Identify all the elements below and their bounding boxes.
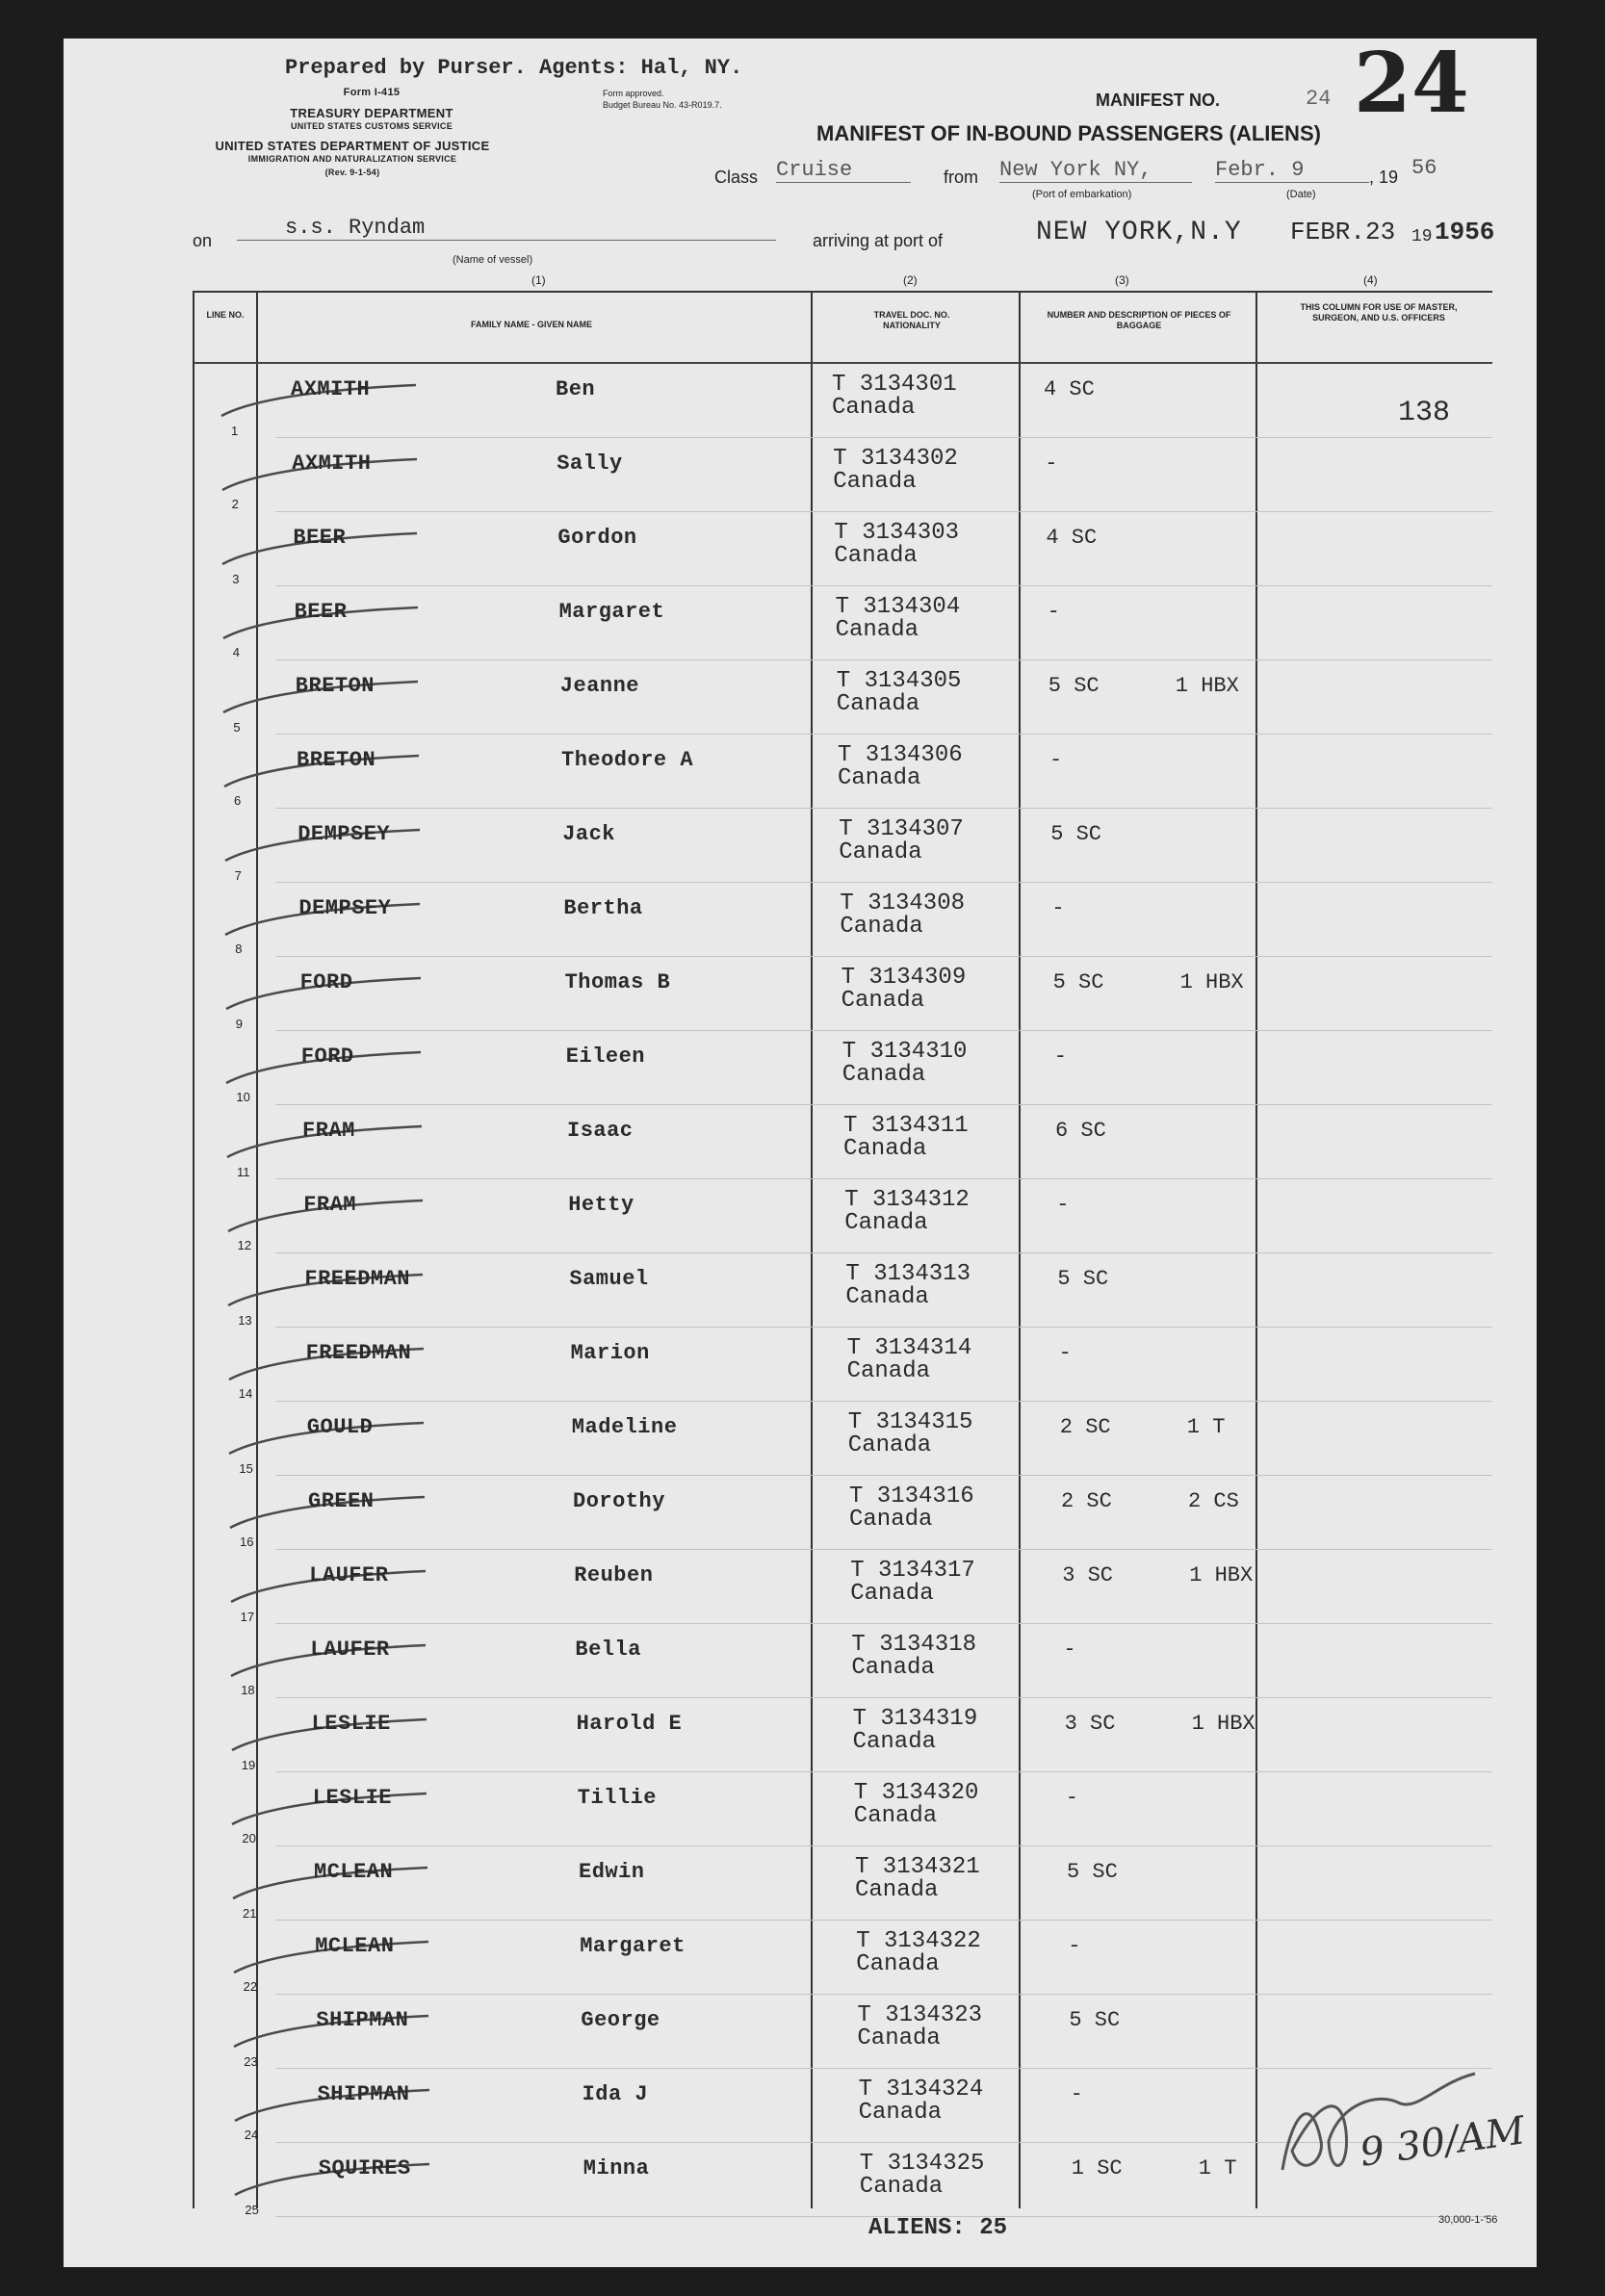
baggage-pieces: 3 SC xyxy=(1064,1712,1116,1736)
arrival-stamp-year: 1956 xyxy=(1435,218,1495,246)
line-number: 7 xyxy=(234,868,242,883)
table-row xyxy=(194,364,1492,438)
given-name: Bertha xyxy=(563,896,643,920)
table-row xyxy=(194,1772,1492,1846)
date-caption: (Date) xyxy=(1286,189,1316,200)
vessel-name: s.s. Ryndam xyxy=(237,216,776,241)
family-name: SHIPMAN xyxy=(317,2082,410,2106)
manifest-number-typed: 24 xyxy=(1306,87,1332,111)
given-name: Jack xyxy=(562,822,615,846)
baggage-extra: 2 CS xyxy=(1188,1489,1239,1513)
header-line-no: LINE NO. xyxy=(206,310,245,320)
baggage-pieces: - xyxy=(1065,1786,1078,1810)
budget-bureau: Budget Bureau No. 43-R019.7. xyxy=(603,100,722,110)
given-name: Margaret xyxy=(580,1934,686,1958)
travel-doc-number: T 3134311 xyxy=(843,1113,969,1139)
line-number: 19 xyxy=(241,1758,256,1772)
aliens-total: ALIENS: 25 xyxy=(868,2215,1008,2241)
nationality: Canada xyxy=(857,2025,941,2051)
line-number: 16 xyxy=(240,1535,254,1549)
nationality: Canada xyxy=(844,1210,928,1236)
class-value: Cruise xyxy=(776,158,911,183)
line-number: 9 xyxy=(235,1017,244,1031)
baggage-pieces: 6 SC xyxy=(1055,1119,1106,1143)
given-name: Marion xyxy=(570,1341,650,1365)
travel-doc-number: T 3134322 xyxy=(856,1928,981,1954)
department-of-justice: UNITED STATES DEPARTMENT OF JUSTICE xyxy=(215,139,490,153)
family-name: LAUFER xyxy=(310,1638,390,1662)
nationality: Canada xyxy=(833,469,917,495)
vessel-caption: (Name of vessel) xyxy=(453,254,533,266)
line-number: 10 xyxy=(236,1090,250,1104)
given-name: George xyxy=(581,2008,660,2032)
passenger-table xyxy=(193,291,1528,2217)
given-name: Reuben xyxy=(574,1563,654,1587)
column-number: (3) xyxy=(1115,273,1129,287)
nationality: Canada xyxy=(832,395,916,421)
family-name: AXMITH xyxy=(291,377,371,401)
family-name: DEMPSEY xyxy=(298,896,392,920)
travel-doc-number: T 3134305 xyxy=(836,668,962,694)
header-travel-doc: TRAVEL DOC. NO. NATIONALITY xyxy=(873,310,950,330)
baggage-extra: 1 T xyxy=(1198,2156,1237,2180)
travel-doc-number: T 3134303 xyxy=(834,520,960,546)
line-number: 4 xyxy=(232,645,241,659)
family-name: GREEN xyxy=(308,1489,375,1513)
travel-doc-number: T 3134310 xyxy=(841,1039,968,1065)
travel-doc-number: T 3134304 xyxy=(835,594,961,620)
baggage-pieces: 4 SC xyxy=(1044,377,1095,401)
nationality: Canada xyxy=(846,1358,931,1384)
baggage-pieces: 5 SC xyxy=(1057,1267,1109,1291)
treasury-department: TREASURY DEPARTMENT xyxy=(290,106,453,120)
given-name: Theodore A xyxy=(561,748,694,772)
manifest-label: MANIFEST NO. xyxy=(1096,90,1220,110)
officer-count-note: 138 xyxy=(1398,397,1451,429)
nationality: Canada xyxy=(835,617,919,643)
line-number: 20 xyxy=(242,1831,256,1845)
family-name: BRETON xyxy=(295,674,375,698)
baggage-pieces: - xyxy=(1051,896,1065,920)
nationality: Canada xyxy=(858,2100,943,2126)
baggage-pieces: 5 SC xyxy=(1069,2008,1121,2032)
baggage-pieces: - xyxy=(1047,600,1060,624)
travel-doc-number: T 3134320 xyxy=(853,1780,979,1806)
prepared-by-line: Prepared by Purser. Agents: Hal, NY. xyxy=(285,56,743,80)
nationality: Canada xyxy=(852,1729,937,1755)
baggage-extra: 1 T xyxy=(1186,1415,1226,1439)
given-name: Harold E xyxy=(576,1712,683,1736)
family-name: LAUFER xyxy=(309,1563,389,1587)
given-name: Gordon xyxy=(557,526,637,550)
nationality: Canada xyxy=(859,2174,944,2200)
table-row xyxy=(194,1105,1492,1179)
line-number: 1 xyxy=(231,424,239,438)
baggage-extra: 1 HBX xyxy=(1175,674,1239,698)
year-value: 56 xyxy=(1411,156,1437,180)
travel-doc-number: T 3134302 xyxy=(833,446,958,472)
given-name: Ida J xyxy=(582,2082,649,2106)
family-name: MCLEAN xyxy=(315,1934,395,1958)
travel-doc-number: T 3134314 xyxy=(846,1335,972,1361)
column-number: (1) xyxy=(531,273,546,287)
given-name: Dorothy xyxy=(573,1489,665,1513)
family-name: FRAM xyxy=(302,1119,355,1143)
baggage-pieces: - xyxy=(1068,1934,1081,1958)
given-name: Tillie xyxy=(577,1786,658,1810)
ins-line: IMMIGRATION AND NATURALIZATION SERVICE xyxy=(247,154,457,164)
arriving-label: arriving at port of xyxy=(813,231,944,250)
class-label: Class xyxy=(714,168,759,187)
family-name: LESLIE xyxy=(311,1712,391,1736)
travel-doc-number: T 3134308 xyxy=(840,890,966,916)
travel-doc-number: T 3134316 xyxy=(849,1483,974,1509)
baggage-pieces: - xyxy=(1063,1638,1076,1662)
line-number: 11 xyxy=(237,1165,250,1179)
embarkation-date: Febr. 9 xyxy=(1215,158,1369,183)
line-number: 25 xyxy=(245,2203,259,2217)
family-name: BRETON xyxy=(297,748,376,772)
travel-doc-number: T 3134309 xyxy=(841,965,967,991)
on-label: on xyxy=(193,231,213,250)
travel-doc-number: T 3134318 xyxy=(851,1632,977,1658)
given-name: Hetty xyxy=(568,1193,634,1217)
travel-doc-number: T 3134301 xyxy=(832,372,957,398)
travel-doc-number: T 3134321 xyxy=(855,1854,980,1880)
travel-doc-number: T 3134325 xyxy=(859,2151,985,2177)
line-number: 22 xyxy=(243,1979,258,1994)
family-name: SHIPMAN xyxy=(316,2008,409,2032)
nationality: Canada xyxy=(841,1062,926,1088)
port-embarkation-caption: (Port of embarkation) xyxy=(1032,189,1132,200)
header-name: FAMILY NAME - GIVEN NAME xyxy=(470,320,592,329)
family-name: MCLEAN xyxy=(314,1860,394,1884)
table-row xyxy=(194,735,1492,809)
year-prefix: , 19 xyxy=(1369,168,1399,187)
nationality: Canada xyxy=(840,914,923,940)
nationality: Canada xyxy=(851,1655,935,1681)
table-row xyxy=(194,1253,1492,1328)
baggage-pieces: 1 SC xyxy=(1071,2156,1123,2180)
family-name: AXMITH xyxy=(292,451,372,476)
nationality: Canada xyxy=(855,1877,939,1903)
baggage-pieces: - xyxy=(1058,1341,1072,1365)
port-of-embarkation: New York NY, xyxy=(999,158,1192,183)
table-row xyxy=(194,1846,1492,1921)
given-name: Jeanne xyxy=(559,674,640,698)
line-number: 8 xyxy=(235,942,243,956)
travel-doc-number: T 3134312 xyxy=(844,1187,970,1213)
line-number: 3 xyxy=(232,572,240,586)
arrival-stamp-date: FEBR.23 xyxy=(1290,218,1396,246)
baggage-pieces: 3 SC xyxy=(1062,1563,1113,1587)
family-name: LESLIE xyxy=(312,1786,393,1810)
travel-doc-number: T 3134315 xyxy=(847,1409,973,1435)
baggage-pieces: 2 SC xyxy=(1061,1489,1112,1513)
table-row xyxy=(194,586,1492,660)
baggage-extra: 1 HBX xyxy=(1179,970,1244,994)
manifest-number-stamp: 24 xyxy=(1354,35,1469,132)
inspector-signature xyxy=(1254,2025,1485,2208)
form-number: Form I-415 xyxy=(343,87,401,98)
baggage-pieces: 5 SC xyxy=(1052,970,1104,994)
column-number: (4) xyxy=(1363,273,1378,287)
given-name: Madeline xyxy=(571,1415,678,1439)
given-name: Bella xyxy=(575,1638,641,1662)
family-name: FORD xyxy=(299,970,353,994)
form-title: MANIFEST OF IN-BOUND PASSENGERS (ALIENS) xyxy=(816,121,1321,145)
table-row xyxy=(194,1921,1492,1995)
baggage-pieces: 2 SC xyxy=(1059,1415,1111,1439)
given-name: Thomas B xyxy=(564,970,671,994)
baggage-pieces: 5 SC xyxy=(1050,822,1101,846)
given-name: Sally xyxy=(557,451,623,476)
table-row xyxy=(194,883,1492,957)
table-row xyxy=(194,1179,1492,1253)
table-row xyxy=(194,809,1492,883)
nationality: Canada xyxy=(853,1803,938,1829)
baggage-pieces: 4 SC xyxy=(1046,526,1098,550)
given-name: Minna xyxy=(582,2156,650,2180)
baggage-pieces: - xyxy=(1045,451,1058,476)
table-row xyxy=(194,1031,1492,1105)
family-name: BEER xyxy=(293,526,347,550)
table-row xyxy=(194,512,1492,586)
travel-doc-number: T 3134324 xyxy=(858,2077,984,2103)
nationality: Canada xyxy=(841,988,925,1014)
table-row xyxy=(194,438,1492,512)
arrival-stamp-19: 19 xyxy=(1411,227,1433,246)
print-code: 30,000-1-'56 xyxy=(1438,2214,1498,2226)
revision-date: (Rev. 9-1-54) xyxy=(324,168,380,177)
nationality: Canada xyxy=(849,1507,933,1533)
nationality: Canada xyxy=(834,543,918,569)
travel-doc-number: T 3134306 xyxy=(838,742,963,768)
nationality: Canada xyxy=(839,839,922,865)
table-row xyxy=(194,1476,1492,1550)
line-number: 2 xyxy=(231,497,239,511)
baggage-pieces: - xyxy=(1049,748,1063,772)
baggage-extra: 1 HBX xyxy=(1189,1563,1254,1587)
table-row xyxy=(194,1328,1492,1402)
table-row xyxy=(194,1550,1492,1624)
line-number: 18 xyxy=(241,1683,255,1697)
baggage-pieces: - xyxy=(1053,1045,1067,1069)
table-row xyxy=(194,957,1492,1031)
header-baggage: NUMBER AND DESCRIPTION OF PIECES OF BAGGAGE xyxy=(1047,310,1231,330)
from-label: from xyxy=(944,168,978,187)
given-name: Ben xyxy=(556,377,596,401)
given-name: Margaret xyxy=(558,600,665,624)
table-row xyxy=(194,1698,1492,1772)
table-row xyxy=(194,660,1492,735)
line-number: 17 xyxy=(240,1610,255,1624)
baggage-pieces: - xyxy=(1056,1193,1070,1217)
travel-doc-number: T 3134307 xyxy=(839,816,964,842)
nationality: Canada xyxy=(845,1284,929,1310)
table-row xyxy=(194,1402,1492,1476)
nationality: Canada xyxy=(847,1432,932,1458)
nationality: Canada xyxy=(856,1951,940,1977)
given-name: Isaac xyxy=(567,1119,634,1143)
family-name: SQUIRES xyxy=(318,2156,411,2180)
family-name: DEMPSEY xyxy=(298,822,391,846)
family-name: FORD xyxy=(300,1045,354,1069)
given-name: Samuel xyxy=(569,1267,649,1291)
baggage-pieces: 5 SC xyxy=(1048,674,1100,698)
baggage-extra: 1 HBX xyxy=(1191,1712,1256,1736)
travel-doc-number: T 3134319 xyxy=(852,1706,978,1732)
line-number: 13 xyxy=(238,1313,252,1328)
given-name: Eileen xyxy=(565,1045,646,1069)
family-name: BEER xyxy=(294,600,348,624)
line-number: 21 xyxy=(243,1906,257,1921)
travel-doc-number: T 3134323 xyxy=(857,2002,983,2028)
form-approved: Form approved. xyxy=(603,89,664,98)
nationality: Canada xyxy=(843,1136,927,1162)
family-name: FREEDMAN xyxy=(304,1267,411,1291)
family-name: FRAM xyxy=(303,1193,356,1217)
line-number: 15 xyxy=(239,1461,253,1476)
line-number: 6 xyxy=(234,793,242,808)
nationality: Canada xyxy=(838,765,921,791)
line-number: 23 xyxy=(244,2054,258,2069)
travel-doc-number: T 3134317 xyxy=(850,1558,975,1584)
line-number: 14 xyxy=(238,1386,253,1401)
arrival-stamp-port: NEW YORK,N.Y xyxy=(1036,218,1242,247)
given-name: Edwin xyxy=(579,1860,645,1884)
family-name: GOULD xyxy=(306,1415,374,1439)
header-officers: THIS COLUMN FOR USE OF MASTER, SURGEON, AND U.S. OFFICERS xyxy=(1300,302,1458,322)
line-number: 12 xyxy=(237,1238,252,1252)
customs-service: UNITED STATES CUSTOMS SERVICE xyxy=(290,121,453,131)
baggage-pieces: 5 SC xyxy=(1067,1860,1118,1884)
inspector-time: 9 30/AM xyxy=(1357,2108,1528,2176)
column-number: (2) xyxy=(903,273,918,287)
table-row xyxy=(194,1624,1492,1698)
baggage-pieces: - xyxy=(1070,2082,1083,2106)
nationality: Canada xyxy=(836,691,920,717)
travel-doc-number: T 3134313 xyxy=(845,1261,971,1287)
line-number: 5 xyxy=(233,720,241,735)
line-number: 24 xyxy=(244,2128,259,2142)
family-name: FREEDMAN xyxy=(305,1341,412,1365)
nationality: Canada xyxy=(850,1581,934,1607)
